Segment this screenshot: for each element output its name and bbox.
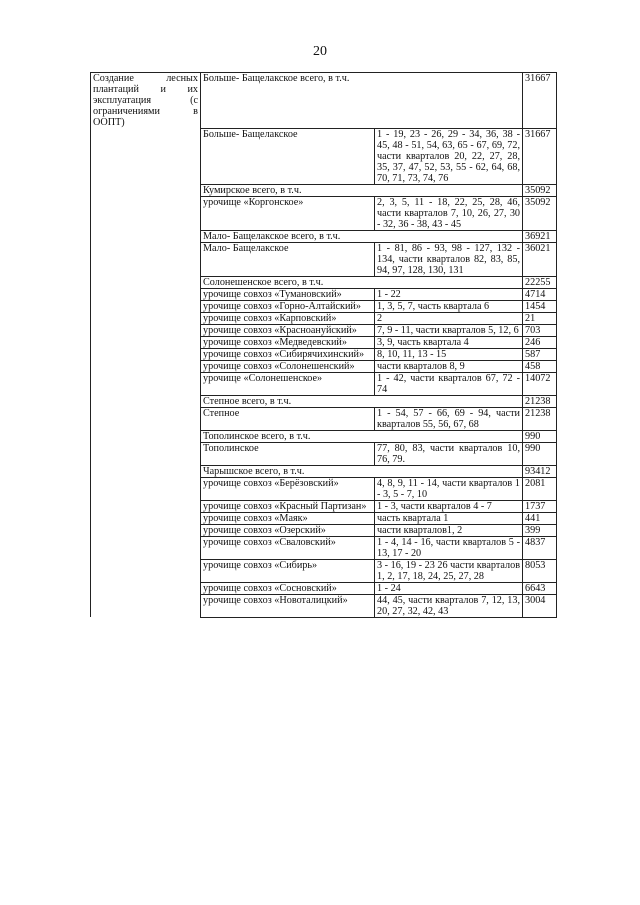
table-row: [91, 442, 557, 465]
table-row: [91, 300, 557, 312]
purpose-cell: Создание лесных плантаций и их эксплуатация (с ограничениями в ООПТ): [91, 73, 201, 129]
quarters-cell: части кварталов 8, 9: [375, 360, 523, 372]
area-cell: 22255: [523, 276, 557, 288]
forest-quarters-table: [90, 72, 557, 618]
quarters-cell: 1 - 81, 86 - 93, 98 - 127, 132 - 134, части кварталов 82, 83, 85, 94, 97, 128, 130, 131: [375, 242, 523, 276]
table-row: [91, 594, 557, 617]
table-body: [91, 73, 557, 618]
purpose-cell-continued: [91, 300, 201, 312]
purpose-cell-continued: [91, 336, 201, 348]
purpose-cell-continued: [91, 312, 201, 324]
area-cell: 21: [523, 312, 557, 324]
forestry-total-name: Кумирское всего, в т.ч.: [201, 184, 523, 196]
purpose-cell-continued: [91, 230, 201, 242]
area-cell: 31667: [523, 73, 557, 129]
purpose-cell-continued: [91, 372, 201, 395]
tract-name: Тополинское: [201, 442, 375, 465]
quarters-cell: 1 - 3, части кварталов 4 - 7: [375, 500, 523, 512]
table-row: [91, 500, 557, 512]
quarters-cell: 1, 3, 5, 7, часть квартала 6: [375, 300, 523, 312]
tract-name: урочище «Коргонское»: [201, 196, 375, 230]
area-cell: 6643: [523, 582, 557, 594]
table-row: [91, 288, 557, 300]
table-row: [91, 312, 557, 324]
table-row: [91, 524, 557, 536]
table-row: [91, 395, 557, 407]
purpose-cell-continued: [91, 196, 201, 230]
area-cell: 4837: [523, 536, 557, 559]
area-cell: 93412: [523, 465, 557, 477]
purpose-cell-continued: [91, 500, 201, 512]
purpose-cell-continued: [91, 594, 201, 617]
purpose-cell-continued: [91, 348, 201, 360]
table-row: [91, 276, 557, 288]
purpose-cell-continued: [91, 288, 201, 300]
purpose-cell-continued: [91, 430, 201, 442]
table-row: [91, 230, 557, 242]
tract-name: урочище совхоз «Сосновский»: [201, 582, 375, 594]
quarters-cell: 3, 9, часть квартала 4: [375, 336, 523, 348]
quarters-cell: 8, 10, 11, 13 - 15: [375, 348, 523, 360]
forestry-total-name: Больше- Бащелакское всего, в т.ч.: [201, 73, 523, 129]
table-row: [91, 196, 557, 230]
purpose-cell-continued: [91, 324, 201, 336]
area-cell: 8053: [523, 559, 557, 582]
area-cell: 21238: [523, 407, 557, 430]
table-row: [91, 324, 557, 336]
table-row: [91, 536, 557, 559]
quarters-cell: 2: [375, 312, 523, 324]
tract-name: урочище совхоз «Красноануйский»: [201, 324, 375, 336]
tract-name: урочище «Солонешенское»: [201, 372, 375, 395]
tract-name: урочище совхоз «Солонешенский»: [201, 360, 375, 372]
table-row: [91, 360, 557, 372]
purpose-cell-continued: [91, 407, 201, 430]
tract-name: урочище совхоз «Тумановский»: [201, 288, 375, 300]
tract-name: урочище совхоз «Медведевский»: [201, 336, 375, 348]
area-cell: 2081: [523, 477, 557, 500]
quarters-cell: части кварталов1, 2: [375, 524, 523, 536]
area-cell: 36021: [523, 242, 557, 276]
table-row: [91, 512, 557, 524]
table-row: [91, 336, 557, 348]
quarters-cell: 4, 8, 9, 11 - 14, части кварталов 1 - 3, 5 - 7, 10: [375, 477, 523, 500]
area-cell: 14072: [523, 372, 557, 395]
purpose-cell-continued: [91, 536, 201, 559]
area-cell: 399: [523, 524, 557, 536]
area-cell: 3004: [523, 594, 557, 617]
quarters-cell: 1 - 4, 14 - 16, части кварталов 5 - 13, 17 - 20: [375, 536, 523, 559]
quarters-cell: 77, 80, 83, части кварталов 10, 76, 79.: [375, 442, 523, 465]
area-cell: 441: [523, 512, 557, 524]
tract-name: урочище совхоз «Новоталицкий»: [201, 594, 375, 617]
area-cell: 35092: [523, 196, 557, 230]
quarters-cell: 1 - 54, 57 - 66, 69 - 94, части кварталов 55, 56, 67, 68: [375, 407, 523, 430]
purpose-cell-continued: [91, 184, 201, 196]
forestry-total-name: Мало- Бащелакское всего, в т.ч.: [201, 230, 523, 242]
quarters-cell: 44, 45, части кварталов 7, 12, 13, 20, 27, 32, 42, 43: [375, 594, 523, 617]
purpose-cell-continued: [91, 395, 201, 407]
purpose-cell-continued: [91, 465, 201, 477]
tract-name: урочище совхоз «Озерский»: [201, 524, 375, 536]
table-row: [91, 242, 557, 276]
tract-name: Мало- Бащелакское: [201, 242, 375, 276]
table-row: [91, 430, 557, 442]
purpose-cell-continued: [91, 360, 201, 372]
table-row: [91, 465, 557, 477]
table-row: [91, 559, 557, 582]
area-cell: 4714: [523, 288, 557, 300]
area-cell: 36921: [523, 230, 557, 242]
purpose-cell-continued: [91, 582, 201, 594]
forestry-total-name: Степное всего, в т.ч.: [201, 395, 523, 407]
purpose-cell-continued: [91, 128, 201, 184]
tract-name: урочище совхоз «Сибирь»: [201, 559, 375, 582]
quarters-cell: 3 - 16, 19 - 23 26 части кварталов 1, 2, 17, 18, 24, 25, 27, 28: [375, 559, 523, 582]
area-cell: 458: [523, 360, 557, 372]
purpose-cell-continued: [91, 512, 201, 524]
area-cell: 246: [523, 336, 557, 348]
area-cell: 31667: [523, 128, 557, 184]
table-row: [91, 184, 557, 196]
area-cell: 35092: [523, 184, 557, 196]
table-row: [91, 348, 557, 360]
purpose-cell-continued: [91, 524, 201, 536]
purpose-cell-continued: [91, 442, 201, 465]
purpose-cell-continued: [91, 276, 201, 288]
tract-name: урочище совхоз «Сибирячихинский»: [201, 348, 375, 360]
quarters-cell: 1 - 42, части кварталов 67, 72 - 74: [375, 372, 523, 395]
area-cell: 587: [523, 348, 557, 360]
table-row: [91, 582, 557, 594]
table-row: [91, 407, 557, 430]
tract-name: урочище совхоз «Карповский»: [201, 312, 375, 324]
quarters-cell: 1 - 22: [375, 288, 523, 300]
tract-name: урочище совхоз «Берёзовский»: [201, 477, 375, 500]
area-cell: 1737: [523, 500, 557, 512]
forestry-total-name: Тополинское всего, в т.ч.: [201, 430, 523, 442]
tract-name: Больше- Бащелакское: [201, 128, 375, 184]
tract-name: урочище совхоз «Горно-Алтайский»: [201, 300, 375, 312]
table-row: [91, 477, 557, 500]
purpose-cell-continued: [91, 242, 201, 276]
table-row: [91, 372, 557, 395]
area-cell: 990: [523, 430, 557, 442]
page-number: 20: [313, 44, 327, 59]
forestry-total-name: Чарышское всего, в т.ч.: [201, 465, 523, 477]
area-cell: 1454: [523, 300, 557, 312]
forestry-total-name: Солонешенское всего, в т.ч.: [201, 276, 523, 288]
quarters-cell: 1 - 24: [375, 582, 523, 594]
quarters-cell: часть квартала 1: [375, 512, 523, 524]
area-cell: 21238: [523, 395, 557, 407]
tract-name: Степное: [201, 407, 375, 430]
quarters-cell: 7, 9 - 11, части кварталов 5, 12, 6: [375, 324, 523, 336]
purpose-cell-continued: [91, 559, 201, 582]
tract-name: урочище совхоз «Сваловский»: [201, 536, 375, 559]
tract-name: урочище совхоз «Маяк»: [201, 512, 375, 524]
tract-name: урочище совхоз «Красный Партизан»: [201, 500, 375, 512]
area-cell: 990: [523, 442, 557, 465]
quarters-cell: 2, 3, 5, 11 - 18, 22, 25, 28, 46, части кварталов 7, 10, 26, 27, 30 - 32, 36 - 38, 43 - 45: [375, 196, 523, 230]
quarters-cell: 1 - 19, 23 - 26, 29 - 34, 36, 38 - 45, 48 - 51, 54, 63, 65 - 67, 69, 72, части кварталов 20, 22, 27, 28, 35, 37, 47, 52, 53, 55 - 62, 64, 68, 70, 71, 73, 74, 76: [375, 128, 523, 184]
purpose-cell-continued: [91, 477, 201, 500]
table-row: [91, 73, 557, 129]
table-row: [91, 128, 557, 184]
area-cell: 703: [523, 324, 557, 336]
